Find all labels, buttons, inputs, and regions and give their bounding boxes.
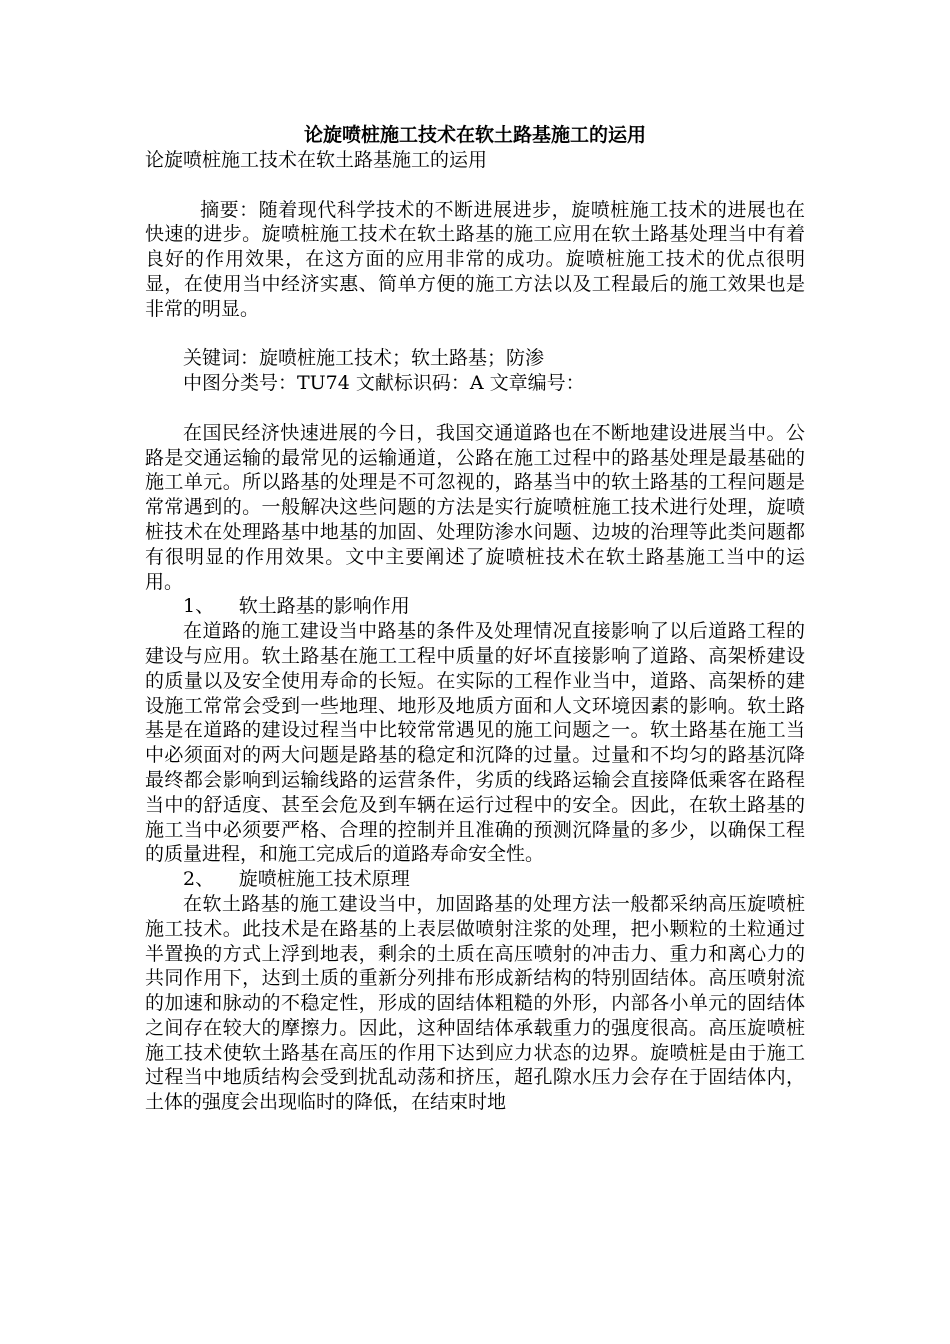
document-title: 论旋喷桩施工技术在软土路基施工的运用 — [303, 124, 646, 146]
spacer — [145, 396, 805, 421]
spacer — [145, 173, 805, 198]
classification-line: 中图分类号：TU74 文献标识码：A 文章编号： — [183, 372, 585, 395]
section-2-number: 2、 — [183, 868, 215, 891]
spacer — [145, 322, 805, 347]
keywords-line: 关键词：旋喷桩施工技术；软土路基；防渗 — [183, 347, 545, 370]
section-1-body: 在道路的施工建设当中路基的条件及处理情况直接影响了以后道路工程的建设与应用。软土路基在施工工程中质量的好坏直接影响了道路、高架桥建设的质量以及安全使用寿命的长短。在实际的工程作业当中，道路、高架桥的建设施工常常会受到一些地理、地形及地质方面和人文环境因素的影响。软土路基是在道路的建设过程当中比较常常遇见的施工问题之一。软土路基在施工当中必须面对的两大问题是路基的稳定和沉降的过量。过量和不均匀的路基沉降最终都会影响到运输线路的运营条件，劣质的线路运输会直接降低乘客在路程当中的舒适度、甚至会危及到车辆在运行过程中的安全。因此，在软土路基的施工当中必须要严格、合理的控制并且准确的预测沉降量的多少，以确保工程的质量进程，和施工完成后的道路寿命安全性。 — [145, 620, 805, 866]
section-2-body: 在软土路基的施工建设当中，加固路基的处理方法一般都采纳高压旋喷桩施工技术。此技术是在路基的上表层做喷射注浆的处理，把小颗粒的土粒通过半置换的方式上浮到地表，剩余的土质在高压喷射的冲击力、重力和离心力的共同作用下，达到土质的重新分列排布形成新结构的特别固结体。高压喷射流的加速和脉动的不稳定性，形成的固结体粗糙的外形，内部各小单元的固结体之间存在较大的摩擦力。因此，这种固结体承载重力的强度很高。高压旋喷桩施工技术使软土路基在高压的作用下达到应力状态的边界。旋喷桩是由于施工过程当中地质结构会受到扰乱动荡和挤压，超孔隙水压力会存在于固结体内，土体的强度会出现临时的降低，在结束时地 — [145, 892, 805, 1114]
section-1-heading — [145, 594, 805, 619]
abstract-paragraph: 摘要：随着现代科学技术的不断进展进步，旋喷桩施工技术的进展也在快速的进步。旋喷桩施工技术在软土路基的施工应用在软土路基处理当中有着良好的作用效果，在这方面的应用非常的成功。旋喷桩施工技术的优点很明显，在使用当中经济实惠、简单方便的施工方法以及工程最后的施工效果也是非常的明显。 — [145, 198, 805, 320]
section-1-title: 软土路基的影响作用 — [238, 595, 410, 618]
document-page — [145, 122, 805, 1115]
document-subtitle: 论旋喷桩施工技术在软土路基施工的运用 — [145, 149, 488, 171]
section-2-title: 旋喷桩施工技术原理 — [238, 868, 410, 891]
section-2-heading — [145, 867, 805, 892]
intro-paragraph: 在国民经济快速进展的今日，我国交通道路也在不断地建设进展当中。公路是交通运输的最常见的运输通道，公路在施工过程中的路基处理是最基础的施工单元。所以路基的处理是不可忽视的，路基当中的软土路基的工程问题是常常遇到的。一般解决这些问题的方法是实行旋喷桩施工技术进行处理，旋喷桩技术在处理路基中地基的加固、处理防渗水问题、边坡的治理等此类问题都有很明显的作用效果。文中主要阐述了旋喷桩技术在软土路基施工当中的运用。 — [145, 421, 805, 593]
section-1-number: 1、 — [183, 595, 215, 618]
